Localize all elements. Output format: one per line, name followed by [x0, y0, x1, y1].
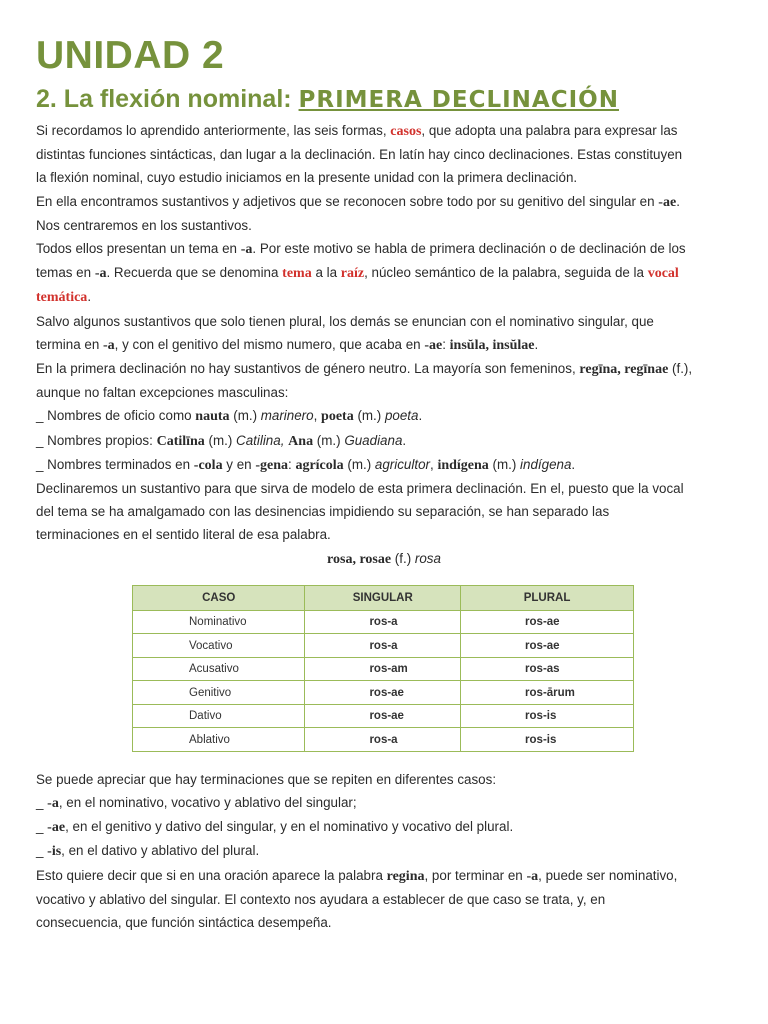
table-row — [133, 728, 634, 752]
plural-form: ros-as — [461, 657, 634, 681]
singular-form: ros-ae — [305, 704, 461, 728]
table-row — [133, 634, 634, 658]
keyword-tema: tema — [282, 266, 312, 282]
paragraph-line: Se puede apreciar que hay terminaciones que se repiten en diferentes casos: — [36, 771, 497, 787]
declension-table — [132, 585, 634, 752]
case-name: Ablativo — [133, 728, 305, 752]
paragraph-line: Esto quiere decir que si en una oración aparece la palabra regina, por terminar en -a, puede ser nominativo, — [36, 867, 678, 884]
keyword-raiz: raíz — [340, 266, 365, 282]
keyword-casos: casos — [390, 124, 422, 139]
section-title-highlight: PRIMERA DECLINACIÓN — [298, 87, 619, 113]
paragraph-line: terminaciones en el sentido literal de esa palabra. — [36, 527, 331, 543]
header-singular: SINGULAR — [305, 585, 461, 610]
paragraph-line: aunque no faltan excepciones masculinas: — [36, 385, 289, 401]
list-item: _ -ae, en el genitivo y dativo del singular, y en el nominativo y vocativo del plural. — [36, 819, 514, 836]
singular-form: ros-am — [305, 657, 461, 681]
body-text-after-table — [36, 768, 732, 934]
paragraph-line: la flexión nominal, cuyo estudio iniciamos en la presente unidad con la primera declinación. — [36, 170, 578, 186]
table-row — [133, 610, 634, 634]
case-name: Dativo — [133, 704, 305, 728]
singular-form: ros-a — [305, 610, 461, 634]
header-caso: CASO — [133, 585, 305, 610]
paragraph-line: temas en -a. Recuerda que se denomina tema a la raíz, núcleo semántico de la palabra, seguida de la vocal — [36, 265, 679, 282]
plural-form: ros-is — [461, 728, 634, 752]
paragraph-line: Todos ellos presentan un tema en -a. Por este motivo se habla de primera declinación o de declinación de los — [36, 241, 686, 258]
table-header-row — [133, 585, 634, 610]
list-item: _ -a, en el nominativo, vocativo y ablativo del singular; — [36, 795, 357, 812]
plural-form: ros-ae — [461, 610, 634, 634]
declension-table-wrap — [132, 585, 732, 752]
case-name: Nominativo — [133, 610, 305, 634]
keyword-tematica: temática — [36, 290, 88, 306]
paragraph-line: Si recordamos lo aprendido anteriormente, las seis formas, casos, que adopta una palabra para expresar las — [36, 123, 678, 139]
unit-title: UNIDAD 2 — [36, 34, 225, 77]
singular-form: ros-ae — [305, 681, 461, 705]
paragraph-line: distintas funciones sintácticas, dan lugar a la declinación. En latín hay cinco declinaciones. Estas constituyen — [36, 147, 683, 163]
list-item: _ Nombres propios: Catilīna (m.) Catilina, Ana (m.) Guadiana. — [36, 432, 407, 449]
header-plural: PLURAL — [461, 585, 634, 610]
case-name: Genitivo — [133, 681, 305, 705]
table-row — [133, 681, 634, 705]
paragraph-line: termina en -a, y con el genitivo del mismo numero, que acaba en -ae: insŭla, insŭlae. — [36, 336, 539, 353]
list-item: _ Nombres terminados en -cola y en -gena: agrícola (m.) agricultor, indígena (m.) indígena. — [36, 456, 576, 473]
plural-form: ros-ārum — [461, 681, 634, 705]
table-caption: rosa, rosae (f.) rosa — [327, 550, 441, 567]
section-title-prefix: 2. La flexión nominal: — [36, 85, 299, 113]
paragraph-line: Nos centraremos en los sustantivos. — [36, 217, 252, 233]
singular-form: ros-a — [305, 728, 461, 752]
paragraph-line: temática. — [36, 289, 92, 306]
keyword-vocal: vocal — [647, 266, 679, 282]
table-row — [133, 704, 634, 728]
section-title — [36, 82, 732, 117]
paragraph-line: Declinaremos un sustantivo para que sirva de modelo de esta primera declinación. En el, puesto que la vocal — [36, 481, 684, 497]
table-row — [133, 657, 634, 681]
list-item: _ Nombres de oficio como nauta (m.) marinero, poeta (m.) poeta. — [36, 408, 423, 425]
case-name: Acusativo — [133, 657, 305, 681]
paragraph-line: consecuencia, que función sintáctica desempeña. — [36, 915, 332, 931]
list-item: _ -is, en el dativo y ablativo del plural. — [36, 843, 260, 860]
case-name: Vocativo — [133, 634, 305, 658]
singular-form: ros-a — [305, 634, 461, 658]
plural-form: ros-is — [461, 704, 634, 728]
body-text — [36, 119, 732, 571]
paragraph-line: En ella encontramos sustantivos y adjetivos que se reconocen sobre todo por su genitivo del singular en -ae. — [36, 193, 680, 210]
paragraph-line: En la primera declinación no hay sustantivos de género neutro. La mayoría son femeninos, regīna, regīnae (f.), — [36, 361, 693, 378]
paragraph-line: del tema se ha amalgamado con las desinencias impidiendo su separación, se han separado las — [36, 504, 610, 520]
plural-form: ros-ae — [461, 634, 634, 658]
paragraph-line: Salvo algunos sustantivos que solo tienen plural, los demás se enuncian con el nominativo singular, que — [36, 313, 654, 329]
paragraph-line: vocativo y ablativo del singular. El contexto nos ayudara a establecer de que caso se trata, y, en — [36, 891, 606, 907]
